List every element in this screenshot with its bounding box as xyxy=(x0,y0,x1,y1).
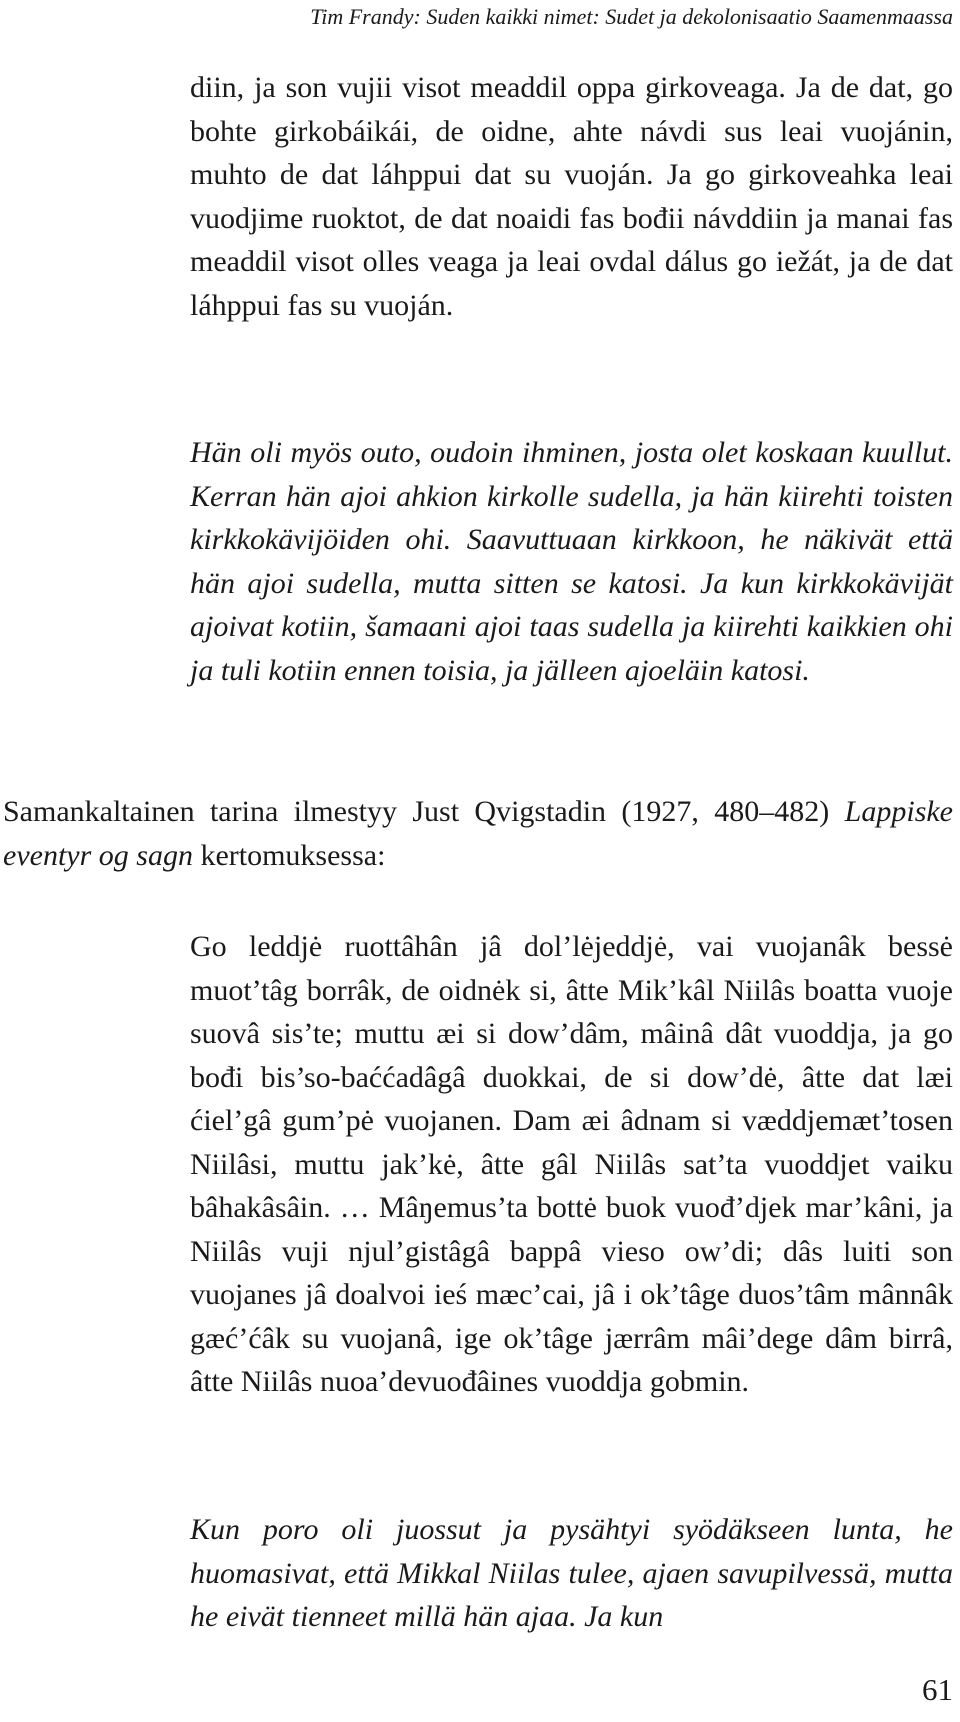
body-intro-end: kertomuksessa: xyxy=(192,838,386,872)
running-header: Tim Frandy: Suden kaikki nimet: Sudet ja dekolonisaatio Saamenmaassa xyxy=(310,4,953,29)
finnish-quote-paragraph: Kun poro oli juossut ja pysähtyi syödäkseen lunta, he huomasivat, että Mikkal Niilas tulee, ajaen savupilvessä, mutta he eivät tienneet millä hän ajaa. Ja kun xyxy=(190,1513,953,1633)
page-number: 61 xyxy=(922,1672,953,1707)
book-title: Lappiske eventyr og sagn xyxy=(3,795,953,872)
body-intro-text: Samankaltainen tarina ilmestyy Just Qvigstadin (1927, 480–482) xyxy=(3,795,830,828)
body-intro-paragraph xyxy=(3,790,953,877)
sami-quote-paragraph: Go leddjė ruottâhân jâ dol’lėjeddjė, vai vuojanâk bessė muot’tâg borrâk, de oidnėk si, âtte Mik’kâl Niilâs boatta vuoje suovâ sis’te; muttu æi si dow’dâm, mâinâ dât vuoddja, ja go bođi bis’so-baććadâgâ duokkai, de si dow’dė, âtte dat læi ćiel’gâ gum’pė vuojanen. Dam æi âdnam si væddjemæt’tosen Niilâsi, muttu jak’kė, âtte gâl Niilâs sat’ta vuoddjet vaiku bâhakâsâin. … Mâŋemus’ta bottė buok vuođ’djek mar’kâni, ja Niilâs vuji njul’gistâgâ bappâ vieso ow’di; dâs luiti son vuojanes jâ doalvoi ieś mæc’cai, jâ i ok’tâge duos’tâm mânnâk gæć’ćâk su vuojanâ, ige ok’tâge jærrâm mâi’dege dâm birrâ, âtte Niilâs nuoa’devuođâines vuoddja gobmin. xyxy=(190,930,953,1398)
finnish-translation-paragraph: Hän oli myös outo, oudoin ihminen, josta olet koskaan kuullut. Kerran hän ajoi ahkion kirkolle sudella, ja hän kiirehti toisten kirkkokävijöiden ohi. Saavuttuaan kirkkoon, he näkivät että hän ajoi sudella, mutta sitten se katosi. Ja kun kirkkokävijät ajoivat kotiin, šamaani ajoi taas sudella ja kiirehti kaikkien ohi ja tuli kotiin ennen toisia, ja jälleen ajoeläin katosi. xyxy=(190,436,953,687)
sami-original-paragraph: diin, ja son vujii visot meaddil oppa girkoveaga. Ja de dat, go bohte girkobáikái, de oidne, ahte návdi sus leai vuojánin, muhto de dat láhppui dat su vuoján. Ja go girkoveahka leai vuodjime ruoktot, de dat noaidi fas bođii návddiin ja manai fas meaddil visot olles veaga ja leai ovdal dálus go iežát, ja de dat láhppui fas su vuoján. xyxy=(190,71,953,322)
